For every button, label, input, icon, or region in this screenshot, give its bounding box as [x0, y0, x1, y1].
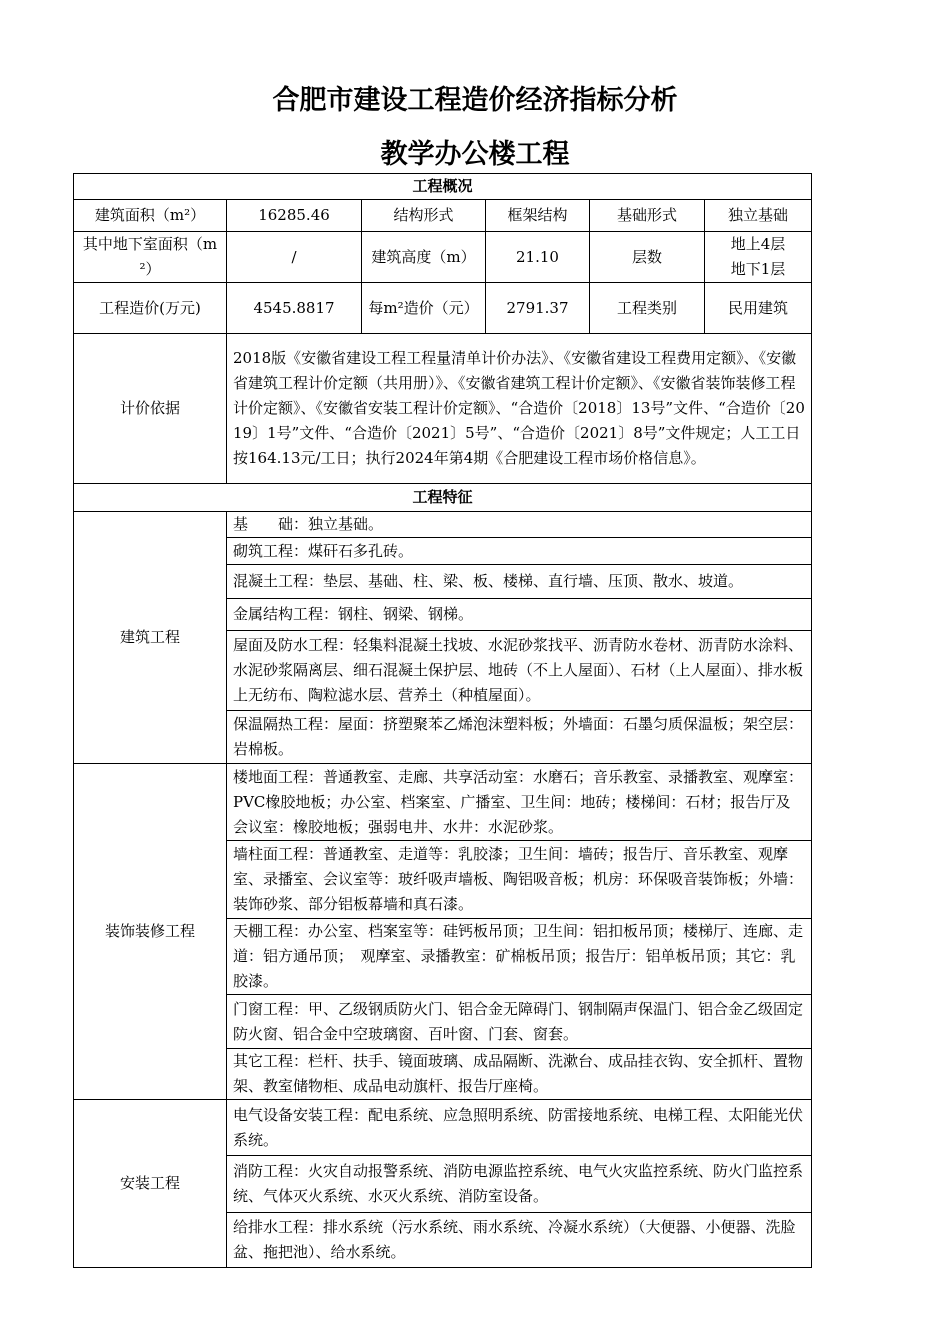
decoration-item-wall: 墙柱面工程：普通教室、走道等：乳胶漆；卫生间：墙砖；报告厅、音乐教室、观摩室、录播室、会议室等：玻纤吸声墙板、陶铝吸音板；机房：环保吸音装饰板；外墙：装饰砂浆、部分铝板幕墙和真石漆。	[227, 841, 812, 919]
decoration-item-ceiling: 天棚工程：办公室、档案室等：硅钙板吊顶；卫生间：铝扣板吊顶；楼梯厅、连廊、走道：铝方通吊顶； 观摩室、录播教室：矿棉板吊顶；报告厅：铝单板吊顶；其它：乳胶漆。	[227, 919, 812, 995]
building-item-masonry: 砌筑工程：煤矸石多孔砖。	[227, 538, 812, 565]
area-value: 16285.46	[227, 200, 362, 232]
indicator-table	[73, 173, 812, 1268]
installation-item-fire: 消防工程：火灾自动报警系统、消防电源监控系统、电气火灾监控系统、防火门监控系统、气体灭火系统、水灭火系统、消防室设备。	[227, 1156, 812, 1213]
basis-text: 2018版《安徽省建设工程工程量清单计价办法》、《安徽省建设工程费用定额》、《安徽省建筑工程计价定额（共用册）》、《安徽省建筑工程计价定额》、《安徽省装饰装修工程计价定额》、《安徽省安装工程计价定额》、“合造价〔2018〕13号”文件、“合造价〔2019〕1号”文件、“合造价〔2021〕5号”、“合造价〔2021〕8号”文件规定；人工工日按164.13元/工日；执行2024年第4期《合肥建设工程市场价格信息》。	[227, 334, 812, 484]
floors-below: 地下1层	[730, 260, 786, 278]
decoration-label: 装饰装修工程	[74, 764, 227, 1100]
installation-item-plumbing: 给排水工程：排水系统（污水系统、雨水系统、冷凝水系统）（大便器、小便器、洗脸盆、拖把池）、给水系统。	[227, 1213, 812, 1268]
basis-label: 计价依据	[74, 334, 227, 484]
unit-cost-label: 每m²造价（元）	[362, 283, 486, 334]
area-label: 建筑面积（m²）	[74, 200, 227, 232]
features-heading: 工程特征	[74, 484, 812, 512]
building-item-insulation: 保温隔热工程：屋面：挤塑聚苯乙烯泡沫塑料板；外墙面：石墨匀质保温板；架空层：岩棉板。	[227, 711, 812, 764]
foundation-label: 基础形式	[590, 200, 705, 232]
building-label: 建筑工程	[74, 512, 227, 764]
overview-heading: 工程概况	[74, 174, 812, 200]
decoration-item-floor: 楼地面工程：普通教室、走廊、共享活动室：水磨石；音乐教室、录播教室、观摩室：PVC橡胶地板；办公室、档案室、广播室、卫生间：地砖；楼梯间：石材；报告厅及会议室：橡胶地板；强弱电井、水井：水泥砂浆。	[227, 764, 812, 841]
building-item-concrete: 混凝土工程：垫层、基础、柱、梁、板、楼梯、直行墙、压顶、散水、坡道。	[227, 565, 812, 599]
category-label: 工程类别	[590, 283, 705, 334]
document-title: 合肥市建设工程造价经济指标分析	[272, 85, 678, 116]
document-subtitle: 教学办公楼工程	[380, 139, 570, 170]
building-item-metal: 金属结构工程：钢柱、钢梁、钢梯。	[227, 599, 812, 631]
unit-cost-value: 2791.37	[486, 283, 590, 334]
building-item-roofing: 屋面及防水工程：轻集料混凝土找坡、水泥砂浆找平、沥青防水卷材、沥青防水涂料、水泥砂浆隔离层、细石混凝土保护层、地砖（不上人屋面）、石材（上人屋面）、排水板上无纺布、陶粒滤水层、营养土（种植屋面）。	[227, 631, 812, 711]
building-item-foundation: 基 础：独立基础。	[227, 512, 812, 538]
basement-label: 其中地下室面积（m²）	[74, 232, 227, 283]
floors-value	[705, 232, 812, 283]
structure-label: 结构形式	[362, 200, 486, 232]
cost-label: 工程造价(万元)	[74, 283, 227, 334]
decoration-item-doors-windows: 门窗工程：甲、乙级钢质防火门、铝合金无障碍门、钢制隔声保温门、铝合金乙级固定防火窗、铝合金中空玻璃窗、百叶窗、门套、窗套。	[227, 995, 812, 1049]
floors-above: 地上4层	[730, 235, 786, 253]
installation-label: 安装工程	[74, 1100, 227, 1268]
foundation-value: 独立基础	[705, 200, 812, 232]
floors-label: 层数	[590, 232, 705, 283]
installation-item-electrical: 电气设备安装工程：配电系统、应急照明系统、防雷接地系统、电梯工程、太阳能光伏系统。	[227, 1100, 812, 1156]
height-value: 21.10	[486, 232, 590, 283]
basement-value: /	[227, 232, 362, 283]
height-label: 建筑高度（m）	[362, 232, 486, 283]
category-value: 民用建筑	[705, 283, 812, 334]
cost-value: 4545.8817	[227, 283, 362, 334]
structure-value: 框架结构	[486, 200, 590, 232]
decoration-item-other: 其它工程：栏杆、扶手、镜面玻璃、成品隔断、洗漱台、成品挂衣钩、安全抓杆、置物架、教室储物柜、成品电动旗杆、报告厅座椅。	[227, 1049, 812, 1100]
